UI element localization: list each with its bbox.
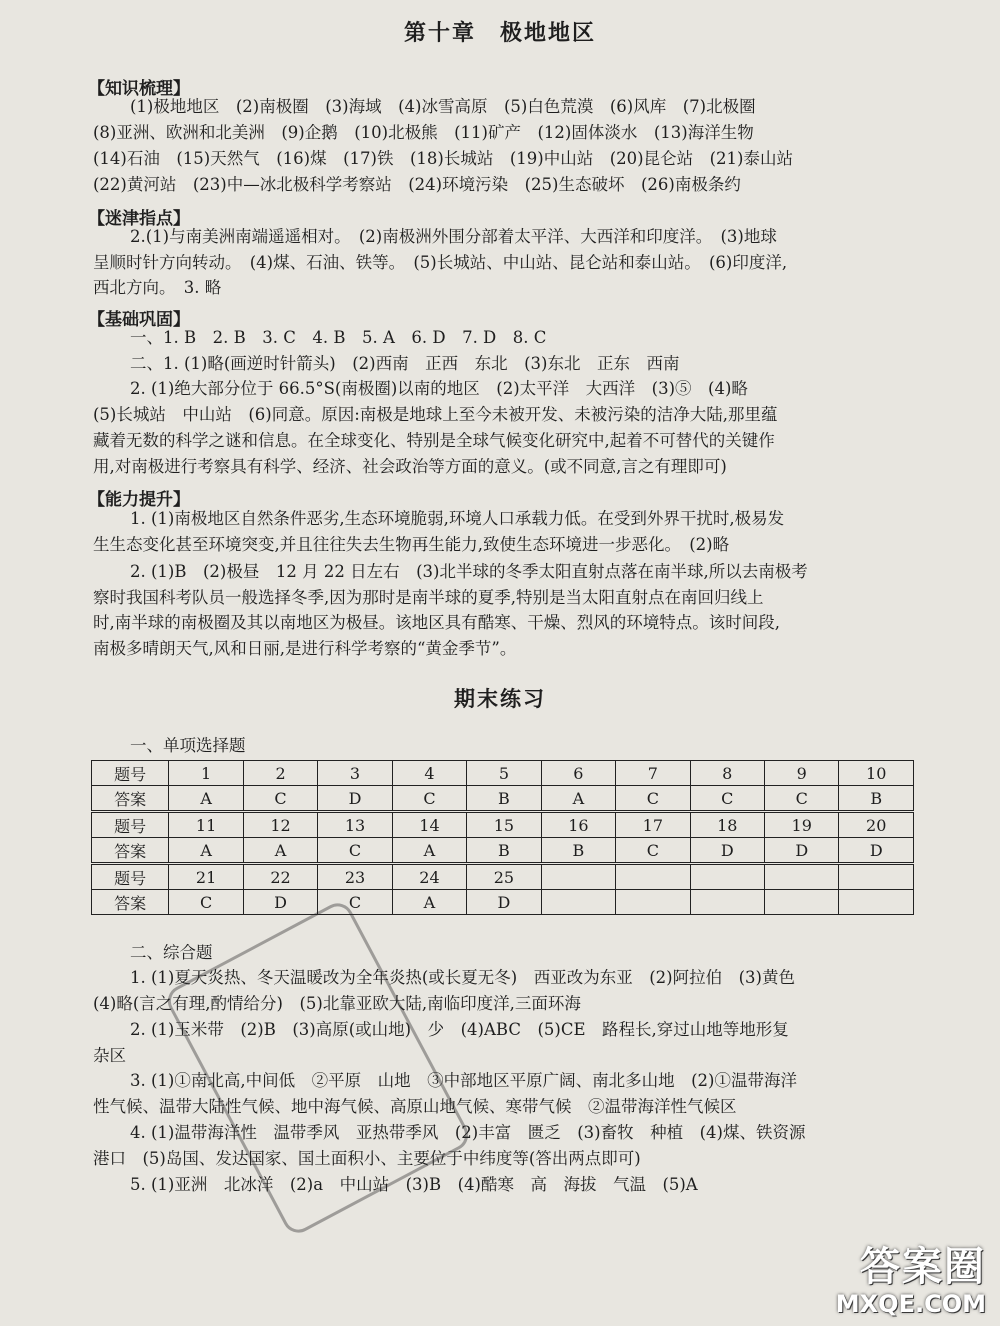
text-line: 生生态变化甚至环境突变,并且往往失去生物再生能力,致使生态环境进一步恶化。 (2)略: [93, 535, 730, 554]
table-cell: [690, 890, 764, 915]
table-cell: 12: [243, 813, 317, 838]
table-cell: 17: [616, 813, 690, 838]
table-cell: 22: [243, 865, 317, 890]
text-line: 南极多晴朗天气,风和日丽,是进行科学考察的“黄金季节”。: [93, 639, 517, 658]
chapter-title: 第十章 极地地区: [403, 21, 596, 46]
text-line: (22)黄河站 (23)中—冰北极科学考察站 (24)环境污染 (25)生态破坏 (26)南极条约: [93, 175, 741, 194]
watermark-url: MXQE.COM: [835, 1290, 986, 1318]
text-line: 1. (1)南极地区自然条件恶劣,生态环境脆弱,环境人口承载力低。在受到外界干扰时,极易发: [130, 509, 785, 528]
table-cell: 18: [690, 813, 764, 838]
table-cell: [541, 890, 615, 915]
table-cell: C: [318, 890, 392, 915]
table-cell: 题号: [92, 813, 169, 838]
table-cell: B: [541, 838, 615, 863]
text-line: 用,对南极进行考察具有科学、经济、社会政治等方面的意义。(或不同意,言之有理即可): [93, 457, 727, 476]
table-cell: C: [616, 786, 690, 811]
text-line: (8)亚洲、欧洲和北美洲 (9)企鹅 (10)北极熊 (11)矿产 (12)固体淡水 (13)海洋生物: [93, 123, 754, 142]
text-line: 一、1. B 2. B 3. C 4. B 5. A 6. D 7. D 8. C: [130, 328, 547, 347]
text-line: (5)长城站 中山站 (6)同意。原因:南极是地球上至今未被开发、未被污染的洁净大陆,那里蕴: [93, 405, 778, 424]
table-cell: C: [765, 786, 839, 811]
text-line: 3. (1)①南北高,中间低 ②平原 山地 ③中部地区平原广阔、南北多山地 (2)①温带海洋: [130, 1071, 797, 1090]
text-line: 呈顺时针方向转动。 (4)煤、石油、铁等。 (5)长城站、中山站、昆仑站和泰山站。 (6)印度洋,: [93, 253, 788, 272]
table-cell: D: [243, 890, 317, 915]
table-cell: D: [467, 890, 541, 915]
table-cell: 5: [467, 761, 541, 786]
text-line: 二、1. (1)略(画逆时针箭头) (2)西南 正西 东北 (3)东北 正东 西南: [130, 354, 680, 373]
table-cell: 1: [169, 761, 243, 786]
text-line: 2.(1)与南美洲南端遥遥相对。 (2)南极洲外围分部着太平洋、大西洋和印度洋。 (3)地球: [130, 227, 777, 246]
text-line: 性气候、温带大陆性气候、地中海气候、高原山地气候、寒带气候 ②温带海洋性气候区: [93, 1097, 737, 1116]
table-cell: A: [169, 838, 243, 863]
table-cell: C: [169, 890, 243, 915]
table-cell: D: [839, 838, 914, 863]
table-cell: 答案: [92, 838, 169, 863]
table-cell: 10: [839, 761, 914, 786]
table-cell: C: [392, 786, 466, 811]
table-cell: D: [318, 786, 392, 811]
table-cell: 题号: [92, 865, 169, 890]
text-line: (14)石油 (15)天然气 (16)煤 (17)铁 (18)长城站 (19)中山站 (20)昆仑站 (21)泰山站: [93, 149, 793, 168]
text-line: 1. (1)夏天炎热、冬天温暖改为全年炎热(或长夏无冬) 西亚改为东亚 (2)阿拉伯 (3)黄色: [130, 968, 795, 987]
text-line: 杂区: [93, 1046, 126, 1065]
table-cell: 答案: [92, 786, 169, 811]
table-cell: 6: [541, 761, 615, 786]
text-line: 2. (1)玉米带 (2)B (3)高原(或山地) 少 (4)ABC (5)CE 路程长,穿过山地等地形复: [130, 1020, 789, 1039]
table-cell: 23: [318, 865, 392, 890]
table-cell: [765, 890, 839, 915]
table-cell: A: [392, 838, 466, 863]
table-row-question: [92, 761, 914, 786]
table-cell: 15: [467, 813, 541, 838]
table-cell: A: [541, 786, 615, 811]
text-line: (4)略(言之有理,酌情给分) (5)北靠亚欧大陆,南临印度洋,三面环海: [93, 994, 581, 1013]
table-cell: 13: [318, 813, 392, 838]
table-cell: A: [392, 890, 466, 915]
table-cell: 题号: [92, 761, 169, 786]
table-cell: 14: [392, 813, 466, 838]
table-cell: B: [467, 838, 541, 863]
table-cell: 3: [318, 761, 392, 786]
text-line: 4. (1)温带海洋性 温带季风 亚热带季风 (2)丰富 匮乏 (3)畜牧 种植 (4)煤、铁资源: [130, 1123, 806, 1142]
table-cell: 20: [839, 813, 914, 838]
text-line: 西北方向。 3. 略: [93, 278, 222, 297]
table-cell: C: [690, 786, 764, 811]
table-cell: D: [690, 838, 764, 863]
table-cell: 7: [616, 761, 690, 786]
table-row-question: [92, 813, 914, 838]
table-cell: 21: [169, 865, 243, 890]
table-cell: C: [243, 786, 317, 811]
table-cell: 答案: [92, 890, 169, 915]
table-cell: [690, 865, 764, 890]
table-cell: 8: [690, 761, 764, 786]
table-row-answer: [92, 838, 914, 863]
table-cell: 25: [467, 865, 541, 890]
text-line: 2. (1)绝大部分位于 66.5°S(南极圈)以南的地区 (2)太平洋 大西洋 (3)⑤ (4)略: [130, 379, 748, 398]
table-cell: 24: [392, 865, 466, 890]
watermark-logo: [836, 1235, 986, 1318]
table-cell: D: [765, 838, 839, 863]
table-cell: A: [169, 786, 243, 811]
text-line: (1)极地地区 (2)南极圈 (3)海域 (4)冰雪高原 (5)白色荒漠 (6)风库 (7)北极圈: [130, 97, 756, 116]
table-cell: C: [616, 838, 690, 863]
answer-table: [91, 760, 914, 915]
watermark-logo-text: 答案圈: [860, 1244, 986, 1290]
text-line: 藏着无数的科学之谜和信息。在全球变化、特别是全球气候变化研究中,起着不可替代的关键作: [93, 431, 775, 450]
table-row-answer: [92, 890, 914, 915]
final-practice-title: 期末练习: [454, 687, 546, 711]
table-cell: [839, 865, 914, 890]
table-cell: 16: [541, 813, 615, 838]
table-cell: C: [318, 838, 392, 863]
part2-title: 二、综合题: [130, 943, 213, 962]
text-line: 察时我国科考队员一般选择冬季,因为那时是南半球的夏季,特别是当太阳直射点在南回归线上: [93, 588, 764, 607]
text-line: 5. (1)亚洲 北冰洋 (2)a 中山站 (3)B (4)酷寒 高 海拔 气温 (5)A: [130, 1175, 698, 1194]
table-cell: [839, 890, 914, 915]
table-cell: [765, 865, 839, 890]
table-cell: 4: [392, 761, 466, 786]
table-cell: 2: [243, 761, 317, 786]
part1-title: 一、单项选择题: [130, 736, 246, 755]
table-cell: B: [839, 786, 914, 811]
section-heading-knowledge: 【知识梳理】: [88, 79, 190, 99]
table-cell: [616, 865, 690, 890]
text-line: 2. (1)B (2)极昼 12 月 22 日左右 (3)北半球的冬季太阳直射点落在南半球,所以去南极考: [130, 562, 808, 581]
table-row-answer: [92, 786, 914, 811]
table-cell: [541, 865, 615, 890]
table-cell: [616, 890, 690, 915]
table-cell: 19: [765, 813, 839, 838]
text-line: 港口 (5)岛国、发达国家、国土面积小、主要位于中纬度等(答出两点即可): [93, 1149, 641, 1168]
section-heading-advanced: 【能力提升】: [88, 490, 190, 510]
table-cell: 9: [765, 761, 839, 786]
table-row-question: [92, 865, 914, 890]
section-heading-basics: 【基础巩固】: [88, 310, 190, 330]
section-heading-guide: 【迷津指点】: [88, 209, 190, 229]
table-cell: A: [243, 838, 317, 863]
table-cell: B: [467, 786, 541, 811]
text-line: 时,南半球的南极圈及其以南地区为极昼。该地区具有酷寒、干燥、烈风的环境特点。该时间段,: [93, 613, 780, 632]
table-cell: 11: [169, 813, 243, 838]
